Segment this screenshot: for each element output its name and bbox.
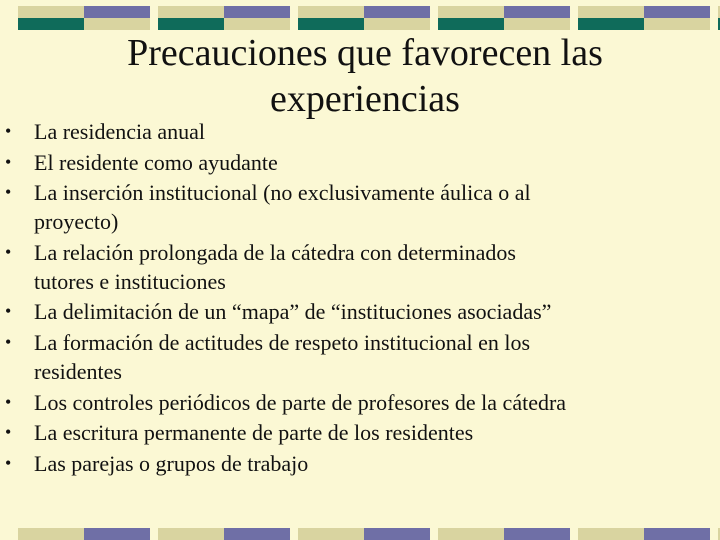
bullet-dot: • bbox=[5, 331, 12, 352]
bullet-item bbox=[0, 388, 720, 417]
bullet-item bbox=[0, 148, 720, 177]
bullet-item bbox=[0, 178, 720, 236]
band-segment bbox=[438, 6, 504, 18]
bullet-dot: • bbox=[5, 301, 12, 322]
band-segment bbox=[504, 6, 570, 18]
slide-title bbox=[40, 30, 690, 122]
bottom-decorative-band bbox=[0, 528, 720, 540]
bullet-text-line-1: La residencia anual bbox=[34, 119, 206, 144]
bullet-text-line-2: residentes bbox=[34, 359, 122, 385]
bullet-text-line-1: La escritura permanente de parte de los residentes bbox=[34, 420, 474, 446]
band-segment bbox=[438, 528, 504, 540]
band-segment bbox=[18, 18, 84, 30]
bullet-dot: • bbox=[5, 452, 12, 473]
bullet-dot: • bbox=[5, 422, 12, 443]
band-segment bbox=[84, 528, 150, 540]
band-segment bbox=[364, 528, 430, 540]
bullet-text-line-1: La formación de actitudes de respeto institucional en los bbox=[34, 329, 531, 355]
band-segment bbox=[18, 528, 84, 540]
band-segment bbox=[224, 6, 290, 18]
bullet-text-line-2: proyecto) bbox=[34, 209, 119, 235]
band-segment bbox=[158, 18, 224, 30]
band-segment bbox=[158, 528, 224, 540]
bullet-text-line-1: La relación prolongada de la cátedra con determinados bbox=[34, 239, 516, 265]
band-tile bbox=[158, 6, 290, 32]
band-tile bbox=[18, 528, 150, 540]
band-segment bbox=[644, 6, 710, 18]
band-segment bbox=[578, 6, 644, 18]
top-decorative-band bbox=[0, 6, 720, 32]
bullet-item bbox=[0, 328, 720, 386]
band-tile bbox=[578, 528, 710, 540]
bullet-dot: • bbox=[5, 151, 12, 172]
band-segment bbox=[438, 18, 504, 30]
bullet-text-line-1: Los controles periódicos de parte de profesores de la cátedra bbox=[34, 389, 567, 415]
band-tile bbox=[298, 528, 430, 540]
bullet-dot: • bbox=[5, 391, 12, 412]
bullet-list bbox=[0, 117, 720, 479]
band-segment bbox=[364, 6, 430, 18]
band-segment bbox=[298, 6, 364, 18]
band-segment bbox=[298, 18, 364, 30]
band-tile bbox=[438, 528, 570, 540]
bullet-item bbox=[0, 238, 720, 296]
band-tile bbox=[158, 528, 290, 540]
band-segment bbox=[578, 18, 644, 30]
title-line-1: Precauciones que favorecen las bbox=[127, 32, 603, 74]
band-segment bbox=[364, 18, 430, 30]
band-segment bbox=[578, 528, 644, 540]
bullet-text-line-1: El residente como ayudante bbox=[34, 149, 278, 175]
band-segment bbox=[644, 18, 710, 30]
band-tile bbox=[578, 6, 710, 32]
bullet-dot: • bbox=[5, 182, 12, 202]
title-line-2: experiencias bbox=[270, 78, 460, 120]
band-segment bbox=[84, 6, 150, 18]
bullet-dot: • bbox=[5, 241, 12, 262]
bullet-item bbox=[0, 449, 720, 478]
bullet-item bbox=[0, 117, 720, 146]
bullet-item bbox=[0, 297, 720, 326]
bullet-text-line-2: tutores e instituciones bbox=[34, 268, 226, 294]
band-tile bbox=[18, 6, 150, 32]
band-segment bbox=[84, 18, 150, 30]
band-segment bbox=[644, 528, 710, 540]
band-segment bbox=[18, 6, 84, 18]
bullet-dot: • bbox=[5, 121, 12, 141]
band-segment bbox=[504, 18, 570, 30]
bullet-text-line-1: La delimitación de un “mapa” de “instituciones asociadas” bbox=[34, 299, 552, 325]
bullet-text-line-1: Las parejas o grupos de trabajo bbox=[34, 450, 309, 476]
bullet-item bbox=[0, 418, 720, 447]
band-segment bbox=[158, 6, 224, 18]
band-tile bbox=[298, 6, 430, 32]
band-segment bbox=[504, 528, 570, 540]
band-segment bbox=[224, 18, 290, 30]
band-segment bbox=[224, 528, 290, 540]
band-tile bbox=[438, 6, 570, 32]
band-segment bbox=[298, 528, 364, 540]
bullet-text-line-1: La inserción institucional (no exclusivamente áulica o al bbox=[34, 180, 531, 205]
